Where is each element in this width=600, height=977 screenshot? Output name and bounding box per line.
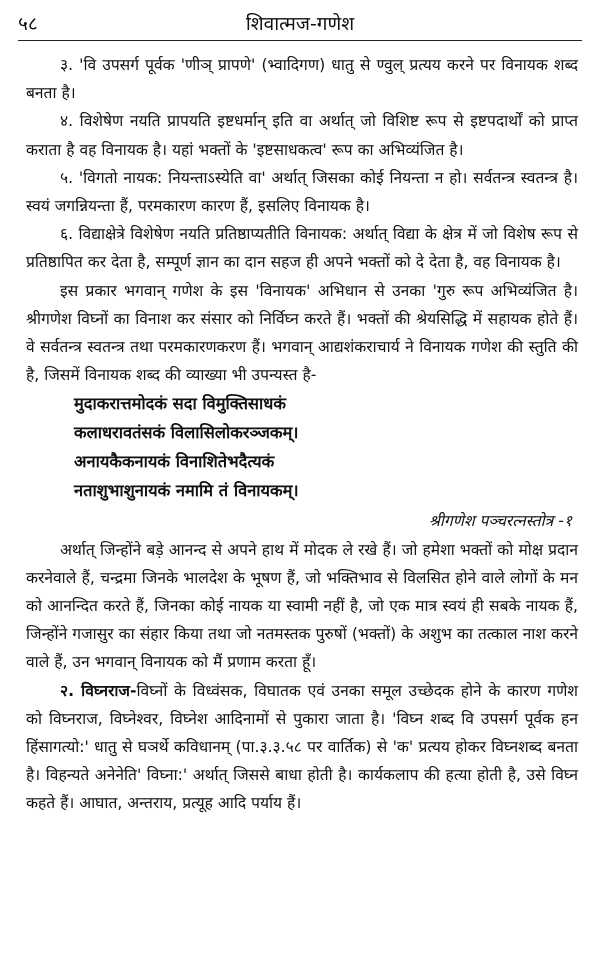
paragraph-4: ४. विशेषेण नयति प्रापयति इष्टधर्मान् इति वा अर्थात् जो विशिष्ट रूप से इष्टपदार्थों को प्राप्त कराता है वह विनायक है। यहां भक्तों के 'इष्टसाधकत्व' रूप का अभिव्यंजित है।: [26, 112, 578, 159]
section-heading: २. विघ्नराज-: [60, 681, 137, 700]
running-title: शिवात्मज-गणेश: [245, 13, 355, 35]
section-text: विघ्नों के विध्वंसक, विघातक एवं उनका समूल उच्छेदक होने के कारण गणेश को विघ्नराज, विघ्नेश्वर, विघ्नेश आदिनामों से पुकारा जाता है। 'विघ्न शब्द वि उपसर्ग पूर्वक हन हिंसागत्यो:' धातु से घञर्थे कविधानम् (पा.३.३.५८ पर वार्तिक) से 'क' प्रत्यय होकर विघ्नशब्द बनता है। विहन्यते अनेनेति' विघ्ना:' अर्थात् जिससे बाधा होती है। कार्यकलाप की हत्या होती है, उसे विघ्न कहते हैं। आघात, अन्तराय, प्रत्यूह आदि पर्याय हैं।: [26, 681, 578, 813]
verse-line-3: अनायकैकनायकं विनाशितेभदैत्यकं: [74, 452, 275, 472]
paragraph-meaning: अर्थात् जिन्होंने बड़े आनन्द से अपने हाथ में मोदक ले रखे हैं। जो हमेशा भक्तों को मोक्ष प्रदान करनेवाले हैं, चन्द्रमा जिनके भालदेश के भूषण हैं, जो भक्तिभाव से विलसित होने वाले लोगों के मन को आनन्दित करते हैं, जिनका कोई नायक या स्वामी नहीं है, जो एक मात्र स्वयं ही सबके नायक हैं, जिन्होंने गजासुर का संहार किया तथा जो नतमस्तक पुरुषों (भक्तों) के अशुभ का तत्काल नाश करने वाले हैं, उन भगवान् विनायक को मैं प्रणाम करता हूँ।: [26, 540, 578, 672]
page-number: ५८: [18, 13, 38, 35]
verse-line-2: कलाधरावतंसकं विलासिलोकरञ्जकम्।: [74, 423, 299, 443]
page-body: [26, 51, 578, 818]
verse-line-4: नताशुभाशुनायकं नमामि तं विनायकम्।: [74, 481, 299, 501]
paragraph-summary: इस प्रकार भगवान् गणेश के इस 'विनायक' अभिधान से उनका 'गुरु रूप अभिव्यंजित है। श्रीगणेश विघ्नों का विनाश कर संसार को निर्विघ्न करते हैं। भक्तों की श्रेयसिद्धि में सहायक होते हैं। वे सर्वतन्त्र स्वतन्त्र तथा परमकारणकरण हैं। भगवान् आद्यशंकराचार्य ने विनायक गणेश की स्तुति की है, जिसमें विनायक शब्द की व्याख्या भी उपन्यस्त है-: [26, 281, 578, 385]
verse-citation: श्रीगणेश पञ्चरत्नस्तोत्र -१: [428, 512, 572, 531]
verse-line-1: मुदाकरात्तमोदकं सदा विमुक्तिसाधकं: [74, 394, 286, 414]
paragraph-6: ६. विद्याक्षेत्रे विशेषेण नयति प्रतिष्ठाप्यतीति विनायक: अर्थात् विद्या के क्षेत्र में जो विशेष रूप से प्रतिष्ठापित कर देता है, सम्पूर्ण ज्ञान का दान सहज ही अपने भक्तों को दे देता है, वह विनायक है।: [26, 225, 578, 272]
section-vighnaraj: [26, 677, 578, 818]
stotra-verse: [74, 389, 578, 505]
paragraph-5: ५. 'विगतो नायक: नियन्ताऽस्येति वा' अर्थात् जिसका कोई नियन्ता न हो। सर्वतन्त्र स्वतन्त्र है। स्वयं जगन्नियन्ता हैं, परमकारण कारण हैं, इसलिए विनायक है।: [26, 168, 578, 216]
page-header: [18, 6, 582, 41]
paragraph-3: ३. 'वि उपसर्ग पूर्वक 'णीञ् प्रापणे' (भ्वादिगण) धातु से ण्वुल् प्रत्यय करने पर विनायक शब्द बनता है।: [26, 56, 578, 103]
